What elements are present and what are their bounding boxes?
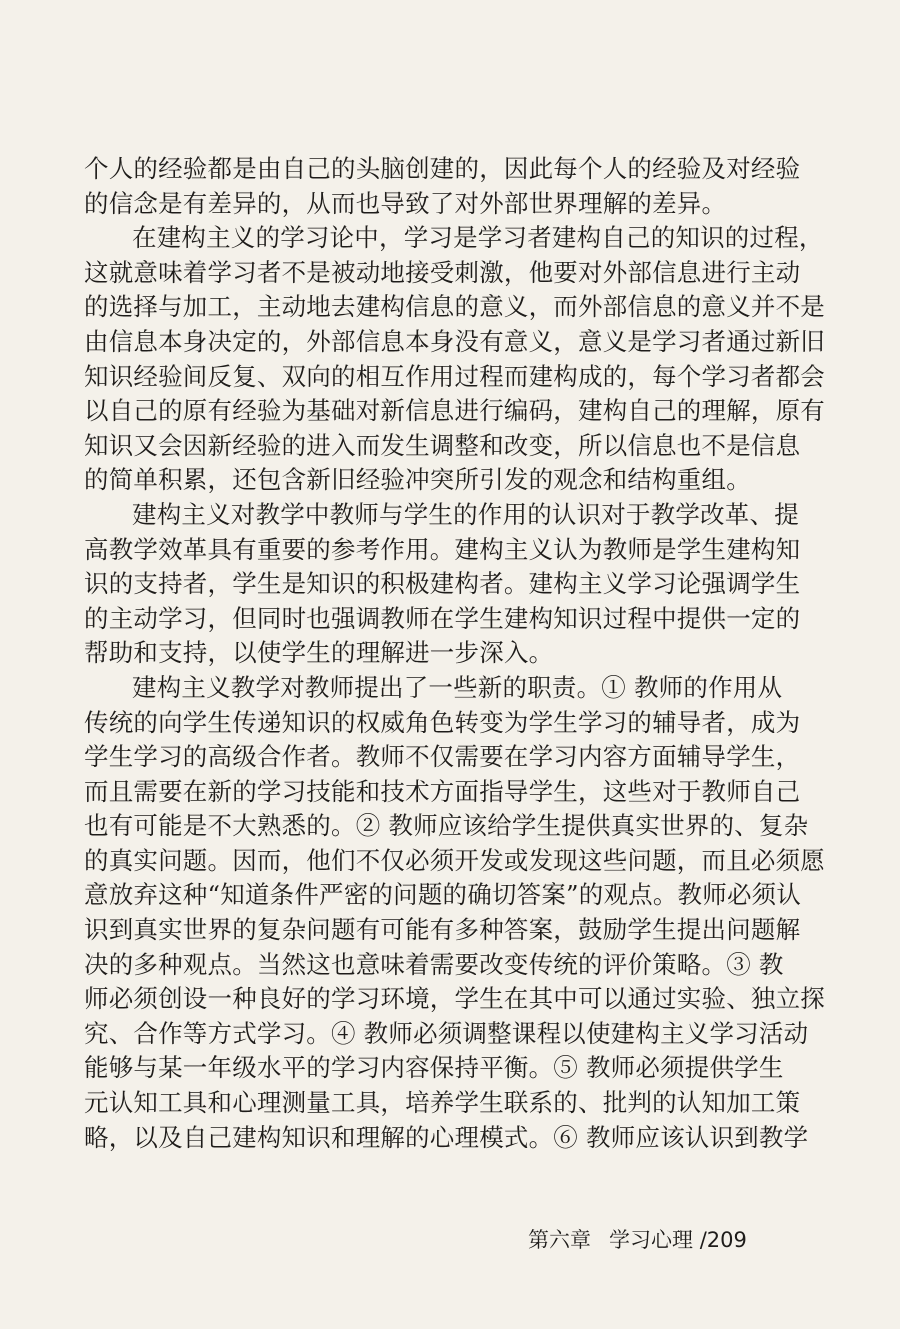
text-line: 由信息本身决定的，外部信息本身没有意义，意义是学习者通过新旧 (84, 326, 825, 356)
footer-title: 学习心理 (609, 1228, 693, 1252)
paragraph (84, 671, 825, 1155)
text-line: 的选择与加工，主动地去建构信息的意义，而外部信息的意义并不是 (84, 292, 825, 322)
text-line: 学生学习的高级合作者。教师不仅需要在学习内容方面辅导学生， (84, 742, 801, 772)
text-line: 传统的向学生传递知识的权威角色转变为学生学习的辅导者，成为 (84, 707, 801, 737)
paragraph (84, 221, 825, 498)
text-line: 建构主义教学对教师提出了一些新的职责。① 教师的作用从 (132, 672, 783, 702)
text-line: 识到真实世界的复杂问题有可能有多种答案，鼓励学生提出问题解 (84, 915, 801, 945)
text-line: 也有可能是不大熟悉的。② 教师应该给学生提供真实世界的、复杂 (84, 811, 809, 841)
text-line: 略，以及自己建构知识和理解的心理模式。⑥ 教师应该认识到教学 (84, 1122, 809, 1152)
text-line: 帮助和支持，以使学生的理解进一步深入。 (84, 638, 554, 668)
footer-chapter: 第六章 (528, 1228, 591, 1252)
text-line: 这就意味着学习者不是被动地接受刺激，他要对外部信息进行主动 (84, 257, 801, 287)
text-line: 在建构主义的学习论中，学习是学习者建构自己的知识的过程， (132, 223, 824, 253)
text-line: 决的多种观点。当然这也意味着需要改变传统的评价策略。③ 教 (84, 949, 784, 979)
page-number: /209 (699, 1228, 747, 1252)
text-line: 以自己的原有经验为基础对新信息进行编码，建构自己的理解，原有 (84, 396, 825, 426)
text-line: 建构主义对教学中教师与学生的作用的认识对于教学改革、提 (132, 499, 799, 529)
paragraph (84, 152, 801, 221)
text-line: 高教学效革具有重要的参考作用。建构主义认为教师是学生建构知 (84, 534, 801, 564)
text-line: 意放弃这种“知道条件严密的问题的确切答案”的观点。教师必须认 (84, 880, 802, 910)
text-line: 个人的经验都是由自己的头脑创建的，因此每个人的经验及对经验 (84, 154, 801, 183)
paragraph (84, 498, 801, 671)
text-line: 能够与某一年级水平的学习内容保持平衡。⑤ 教师必须提供学生 (84, 1053, 784, 1083)
text-line: 知识又会因新经验的进入而发生调整和改变，所以信息也不是信息 (84, 430, 801, 460)
text-line: 元认知工具和心理测量工具，培养学生联系的、批判的认知加工策 (84, 1088, 801, 1118)
text-line: 知识经验间反复、双向的相互作用过程而建构成的，每个学习者都会 (84, 361, 825, 391)
text-line: 的主动学习，但同时也强调教师在学生建构知识过程中提供一定的 (84, 603, 801, 633)
text-line: 师必须创设一种良好的学习环境，学生在其中可以通过实验、独立探 (84, 984, 825, 1014)
text-line: 的真实问题。因而，他们不仅必须开发或发现这些问题，而且必须愿 (84, 845, 825, 875)
text-line: 的简单积累，还包含新旧经验冲突所引发的观念和结构重组。 (84, 465, 751, 495)
running-footer (528, 1226, 747, 1254)
text-line: 的信念是有差异的，从而也导致了对外部世界理解的差异。 (84, 188, 727, 218)
text-line: 而且需要在新的学习技能和技术方面指导学生，这些对于教师自己 (84, 776, 801, 806)
body-text (84, 152, 825, 1155)
text-line: 识的支持者，学生是知识的积极建构者。建构主义学习论强调学生 (84, 569, 801, 599)
text-line: 究、合作等方式学习。④ 教师必须调整课程以使建构主义学习活动 (84, 1018, 809, 1048)
